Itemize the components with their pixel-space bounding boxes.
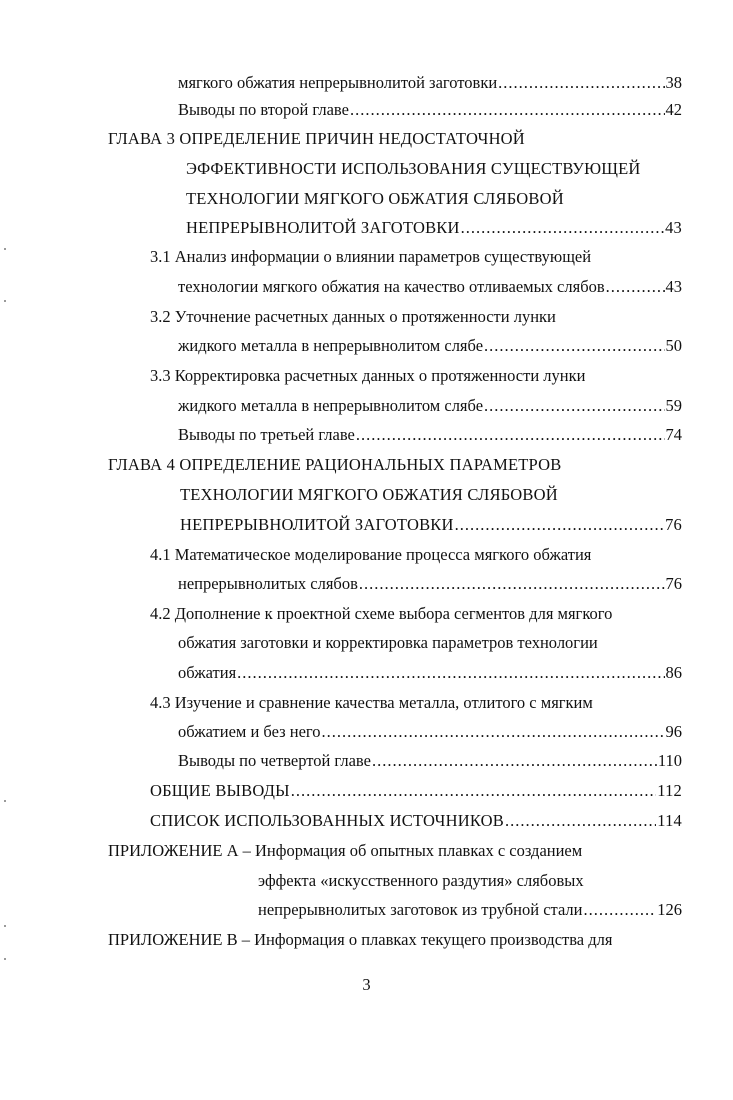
toc-page-number: 86 <box>665 663 682 682</box>
toc-section <box>150 242 591 272</box>
toc-page-number: 38 <box>665 73 682 92</box>
toc-entry-text: эффекта «искусственного раздутия» слябовых <box>258 871 584 890</box>
toc-entry-text: ТЕХНОЛОГИИ МЯГКОГО ОБЖАТИЯ СЛЯБОВОЙ <box>180 485 558 504</box>
toc-chapter-heading <box>108 124 525 154</box>
toc-entry <box>258 895 682 925</box>
toc-entry-text: 4.2 Дополнение к проектной схеме выбора сегментов для мягкого <box>150 604 613 623</box>
toc-entry <box>178 331 682 361</box>
toc-entry <box>178 391 682 421</box>
toc-section <box>178 628 598 658</box>
toc-page-number: 76 <box>665 515 682 534</box>
toc-entry-text: 3.1 Анализ информации о влиянии параметров существующей <box>150 247 592 266</box>
toc-entry <box>150 776 682 806</box>
toc-page-number: 114 <box>657 811 682 830</box>
toc-chapter-heading <box>186 184 564 214</box>
toc-entry-text: ТЕХНОЛОГИИ МЯГКОГО ОБЖАТИЯ СЛЯБОВОЙ <box>186 189 564 208</box>
toc-leader-dots <box>583 895 656 925</box>
toc-leader-dots <box>455 510 664 540</box>
toc-leader-dots <box>350 95 665 125</box>
toc-entry-text: 3.2 Уточнение расчетных данных о протяженности лунки <box>150 307 556 326</box>
toc-entry-text: непрерывнолитых слябов <box>178 574 358 593</box>
toc-chapter-heading <box>108 450 561 480</box>
scan-speck <box>4 300 6 302</box>
toc-entry-text: ПРИЛОЖЕНИЕ А – Информация об опытных плавках с созданием <box>108 841 583 860</box>
toc-entry <box>178 95 682 125</box>
toc-chapter-heading <box>180 480 558 510</box>
toc-entry-text: ОБЩИЕ ВЫВОДЫ <box>150 781 290 800</box>
toc-entry-text: ЭФФЕКТИВНОСТИ ИСПОЛЬЗОВАНИЯ СУЩЕСТВУЮЩЕЙ <box>186 159 641 178</box>
toc-page-number: 112 <box>657 781 682 800</box>
toc-page-number: 76 <box>665 574 682 593</box>
toc-section <box>150 361 585 391</box>
toc-page-number: 74 <box>665 425 682 444</box>
toc-appendix <box>108 836 582 866</box>
toc-entry-text: непрерывнолитых заготовок из трубной стали <box>258 900 583 919</box>
toc-section <box>150 302 556 332</box>
scan-speck <box>4 958 6 960</box>
toc-entry <box>178 717 682 747</box>
toc-entry-text: ГЛАВА 3 ОПРЕДЕЛЕНИЕ ПРИЧИН НЕДОСТАТОЧНОЙ <box>108 129 525 148</box>
toc-page-number: 59 <box>665 396 682 415</box>
toc-page-number: 50 <box>665 336 682 355</box>
scan-speck <box>4 248 6 250</box>
toc-leader-dots <box>505 806 656 836</box>
toc-entry-text: мягкого обжатия непрерывнолитой заготовки <box>178 73 498 92</box>
toc-entry <box>178 68 682 98</box>
toc-entry-text: 3.3 Корректировка расчетных данных о протяженности лунки <box>150 366 586 385</box>
toc-leader-dots <box>356 420 665 450</box>
toc-entry-text: обжатием и без него <box>178 722 321 741</box>
toc-entry <box>178 569 682 599</box>
toc-appendix <box>258 866 584 896</box>
toc-leader-dots <box>484 391 664 421</box>
scan-speck <box>4 925 6 927</box>
toc-entry <box>150 806 682 836</box>
toc-page-number: 126 <box>657 900 682 919</box>
toc-entry-text: обжатия <box>178 663 237 682</box>
toc-leader-dots <box>498 68 664 98</box>
toc-entry <box>180 510 682 540</box>
toc-entry-text: СПИСОК ИСПОЛЬЗОВАННЫХ ИСТОЧНИКОВ <box>150 811 504 830</box>
toc-leader-dots <box>322 717 665 747</box>
toc-leader-dots <box>606 272 665 302</box>
toc-entry <box>186 213 682 243</box>
toc-page-number: 110 <box>657 751 682 770</box>
toc-leader-dots <box>237 658 664 688</box>
toc-page-number: 42 <box>665 100 682 119</box>
toc-entry-text: Выводы по второй главе <box>178 100 349 119</box>
toc-leader-dots <box>359 569 665 599</box>
toc-entry-text: Выводы по третьей главе <box>178 425 355 444</box>
toc-page-number: 43 <box>665 218 682 237</box>
toc-entry-text: 4.3 Изучение и сравнение качества металла, отлитого с мягким <box>150 693 593 712</box>
toc-entry-text: жидкого металла в непрерывнолитом слябе <box>178 336 484 355</box>
toc-page-number: 43 <box>665 277 682 296</box>
toc-leader-dots <box>291 776 657 806</box>
toc-entry-text: технологии мягкого обжатия на качество отливаемых слябов <box>178 277 605 296</box>
toc-leader-dots <box>484 331 664 361</box>
toc-entry-text: НЕПРЕРЫВНОЛИТОЙ ЗАГОТОВКИ <box>180 515 454 534</box>
toc-entry <box>178 272 682 302</box>
toc-entry-text: ГЛАВА 4 ОПРЕДЕЛЕНИЕ РАЦИОНАЛЬНЫХ ПАРАМЕТРОВ <box>108 455 562 474</box>
toc-appendix <box>108 925 612 955</box>
toc-section <box>150 688 593 718</box>
toc-leader-dots <box>372 746 657 776</box>
scan-speck <box>4 800 6 802</box>
toc-entry <box>178 658 682 688</box>
page-number: 3 <box>362 975 371 994</box>
toc-entry-text: жидкого металла в непрерывнолитом слябе <box>178 396 484 415</box>
toc-page-number: 96 <box>665 722 682 741</box>
toc-chapter-heading <box>186 154 641 184</box>
toc-entry-text: НЕПРЕРЫВНОЛИТОЙ ЗАГОТОВКИ <box>186 218 460 237</box>
toc-entry-text: Выводы по четвертой главе <box>178 751 371 770</box>
toc-entry <box>178 746 682 776</box>
toc-entry-text: обжатия заготовки и корректировка параметров технологии <box>178 633 598 652</box>
toc-entry-text: ПРИЛОЖЕНИЕ В – Информация о плавках текущего производства для <box>108 930 613 949</box>
toc-section <box>150 540 591 570</box>
toc-entry-text: 4.1 Математическое моделирование процесса мягкого обжатия <box>150 545 592 564</box>
toc-section <box>150 599 612 629</box>
toc-entry <box>178 420 682 450</box>
toc-leader-dots <box>461 213 664 243</box>
